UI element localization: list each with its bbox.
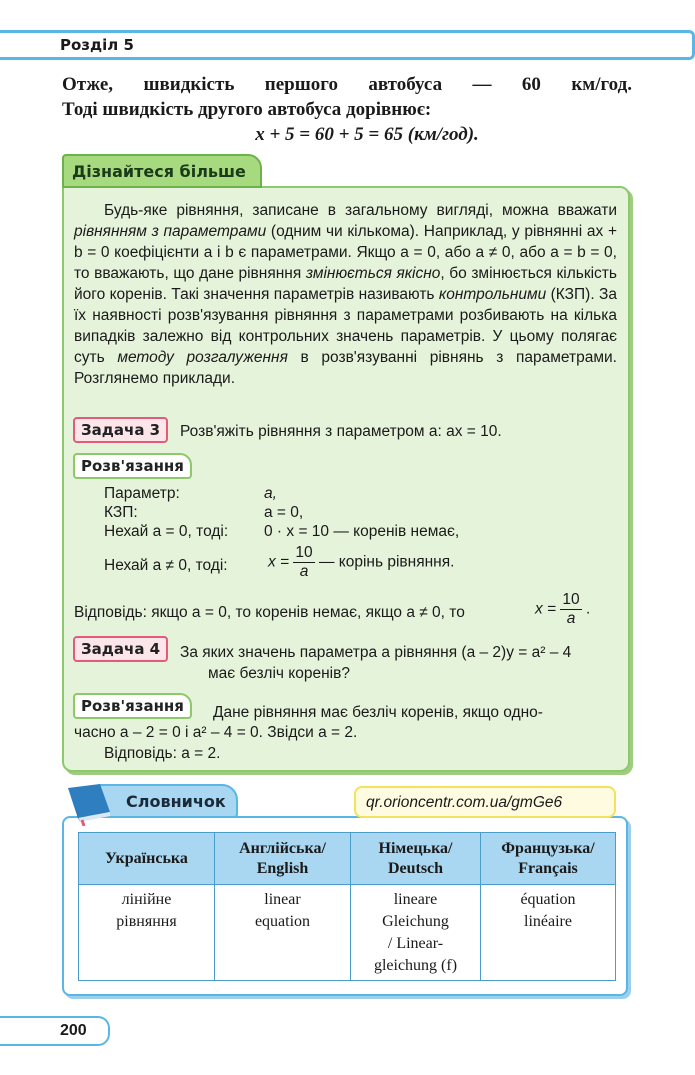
para-em-2: змінюється якісно: [305, 265, 441, 282]
task3-row4-left: Нехай a ≠ 0, тоді:: [104, 557, 228, 574]
task4-solution-label: Розв'язання: [73, 693, 192, 719]
header-text: Українська: [105, 849, 188, 867]
cell-text: Gleichung: [382, 913, 449, 930]
answer-fraction: [560, 591, 581, 628]
task3-row3-right: 0 · x = 10 — коренів немає,: [264, 523, 460, 540]
answer-num: 10: [562, 591, 580, 608]
task3-row2-right: a = 0,: [264, 504, 304, 521]
para-text-1: Будь-яке рівняння, записане в загальному вигляді, можна вважати: [104, 202, 617, 219]
dictionary-table: [78, 832, 616, 981]
task4-answer: Відповідь: a = 2.: [104, 745, 221, 762]
header-text: Deutsch: [387, 859, 444, 877]
task3-answer: Відповідь: якщо a = 0, то коренів немає, якщо a ≠ 0, то: [74, 604, 465, 621]
para-text-4: (КЗП). За їх наявності розв'язування рівняння з параметрами розбивають на кілька випадків залежно від контрольних значень параметрів. У цьому полягає суть: [74, 286, 617, 366]
cell-text: gleichung (f): [373, 957, 458, 974]
table-header-row: [79, 833, 616, 885]
answer-tail: .: [585, 600, 591, 618]
header-text: Français: [518, 859, 578, 877]
row4-fraction: [293, 544, 314, 581]
intro-formula: x + 5 = 60 + 5 = 65 (км/год).: [255, 124, 479, 145]
answer-x: x =: [535, 600, 557, 618]
header-text: Німецька/: [378, 839, 453, 857]
book-icon: [64, 782, 114, 826]
task3-answer-formula: [535, 591, 590, 628]
task3-row2-left: КЗП:: [104, 504, 138, 521]
header-ukrainian: [79, 833, 215, 885]
task3-row3-left: Нехай a = 0, тоді:: [104, 523, 229, 540]
learn-more-paragraph: [74, 200, 617, 389]
section-title: Розділ 5: [60, 36, 134, 54]
cell-text: equation: [254, 913, 311, 930]
qr-link[interactable]: qr.orioncentr.com.ua/gmGe6: [354, 786, 616, 818]
row4-den: a: [299, 563, 309, 580]
table-row: [79, 885, 616, 981]
task3-label: Задача 3: [73, 417, 168, 443]
task3-solution-label: Розв'язання: [73, 453, 192, 479]
page-number: 200: [0, 1016, 110, 1046]
intro-text: [62, 72, 632, 147]
task3-row1-right: a,: [264, 485, 277, 502]
para-em-4: методу розгалуження: [117, 349, 288, 366]
cell-text: équation: [520, 891, 576, 908]
dictionary-title: Словничок: [96, 784, 238, 818]
header-french: [481, 833, 616, 885]
task4-text-1: За яких значень параметра a рівняння (a – 2)y = a² – 4: [180, 644, 572, 661]
task4-solution-2: часно a – 2 = 0 і a² – 4 = 0. Звідси a = 2.: [74, 724, 358, 741]
cell-text: / Linear-: [387, 935, 444, 952]
row4-tail: — корінь рівняння.: [318, 553, 455, 571]
task4-solution-1: Дане рівняння має безліч коренів, якщо одно-: [213, 704, 543, 721]
task4-label: Задача 4: [73, 636, 168, 662]
para-text-3: , бо змінюється кількість його коренів. Такі значення параметрів називають: [74, 265, 617, 303]
header-english: [215, 833, 351, 885]
header-text: Французька/: [501, 839, 595, 857]
row4-x: x =: [268, 553, 290, 571]
cell-text: рівняння: [116, 913, 177, 930]
answer-den: a: [566, 610, 576, 627]
header-german: [351, 833, 481, 885]
para-text-2: (одним чи кількома). Наприклад, у рівнянні ax + b = 0 коефіцієнти a і b є параметрами. Якщо a = 0, або a ≠ 0, або a = b = 0, то вважають, що дане рівняння: [74, 223, 617, 282]
cell-text: лінійне: [121, 891, 172, 908]
row4-num: 10: [295, 544, 313, 561]
para-em-1: рівнянням з параметрами: [74, 223, 267, 240]
task3-row1-left: Параметр:: [104, 485, 180, 502]
cell-text: linéaire: [524, 913, 572, 930]
cell-text: lineare: [393, 891, 438, 908]
para-em-3: контрольними: [438, 286, 547, 303]
task4-text-2: має безліч коренів?: [208, 665, 350, 682]
learn-more-title: Дізнайтеся більше: [62, 154, 262, 188]
task3-text: Розв'яжіть рівняння з параметром a: ax = 10.: [180, 423, 502, 440]
intro-line-1: Отже, швидкість першого автобуса — 60 км/год.: [62, 74, 632, 95]
task3-row4-formula: [268, 544, 454, 581]
cell-german: [351, 885, 481, 981]
cell-english: [215, 885, 351, 981]
header-text: Англійська/: [239, 839, 326, 857]
header-text: English: [256, 859, 309, 877]
cell-ukrainian: [79, 885, 215, 981]
section-header: [0, 30, 695, 60]
intro-line-2: Тоді швидкість другого автобуса дорівнює:: [62, 99, 432, 120]
cell-text: linear: [264, 891, 301, 908]
cell-french: [481, 885, 616, 981]
para-text-5: в розв'язуванні рівнянь з параметрами. Розглянемо приклади.: [74, 349, 617, 387]
